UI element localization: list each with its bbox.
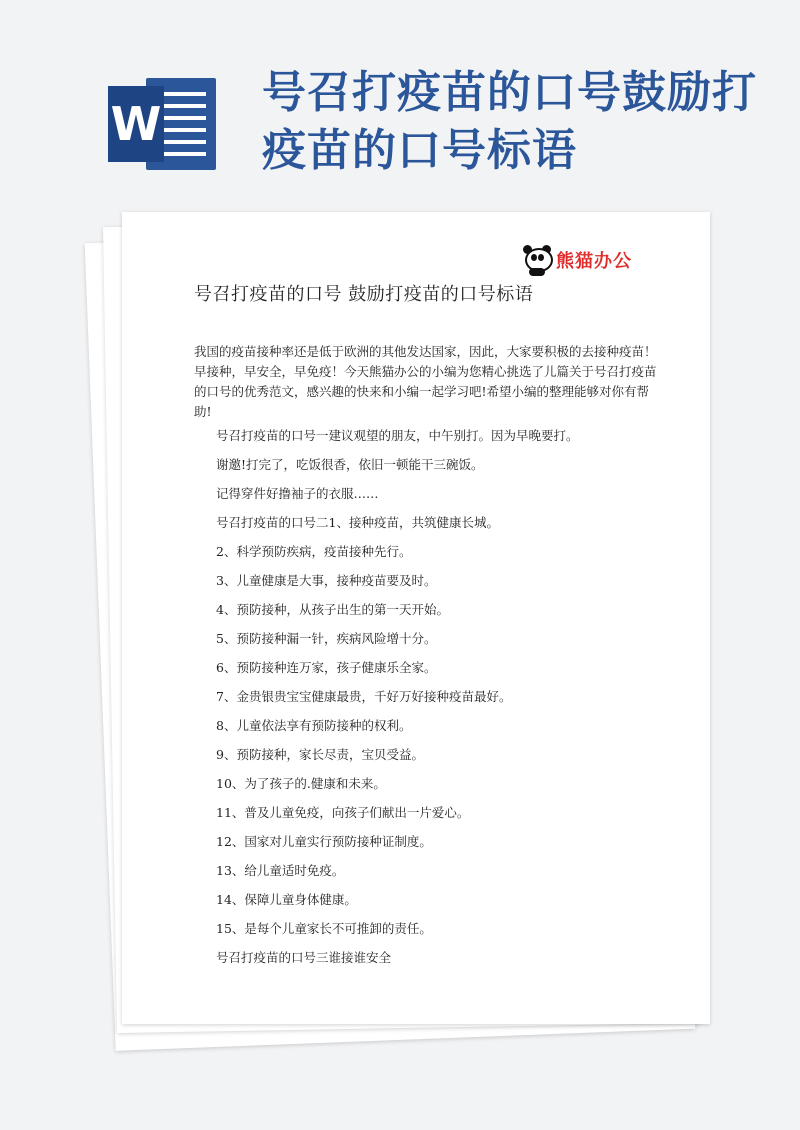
list-item: 15、是每个儿童家长不可推卸的责任。	[216, 921, 432, 936]
list-item: 2、科学预防疾病，疫苗接种先行。	[216, 544, 412, 559]
page-title: 号召打疫苗的口号鼓励打疫苗的口号标语	[262, 67, 757, 176]
list-item: 号召打疫苗的口号二1、接种疫苗，共筑健康长城。	[216, 515, 499, 530]
list-item: 4、预防接种，从孩子出生的第一天开始。	[216, 602, 449, 617]
list-item: 8、儿童依法享有预防接种的权利。	[216, 718, 412, 733]
list-item: 10、为了孩子的.健康和未来。	[216, 776, 386, 791]
brand-logo	[522, 242, 632, 278]
word-icon	[108, 78, 216, 170]
list-item: 5、预防接种漏一针，疾病风险增十分。	[216, 631, 437, 646]
brand-logo-text: 熊猫办公	[556, 251, 632, 272]
list-item: 记得穿件好撸袖子的衣服……	[216, 486, 379, 501]
list-item: 6、预防接种连万家，孩子健康乐全家。	[216, 660, 437, 675]
list-item: 谢邀!打完了，吃饭很香，依旧一顿能干三碗饭。	[216, 457, 484, 472]
list-item: 14、保障儿童身体健康。	[216, 892, 357, 907]
document-page	[122, 212, 710, 1024]
list-item: 3、儿童健康是大事，接种疫苗要及时。	[216, 573, 437, 588]
document-intro: 我国的疫苗接种率还是低于欧洲的其他发达国家，因此，大家要积极的去接种疫苗！早接种，早安全，早免疫！今天熊猫办公的小编为您精心挑选了儿篇关于号召打疫苗的口号的优秀范文，感兴趣的快来和小编一起学习吧!希望小编的整理能够对你有帮助!	[194, 344, 657, 419]
list-item: 11、普及儿童免疫，向孩子们献出一片爱心。	[216, 805, 470, 820]
panda-icon	[522, 244, 552, 276]
list-item: 13、给儿童适时免疫。	[216, 863, 345, 878]
word-letter: W	[108, 86, 164, 162]
list-item: 7、金贵银贵宝宝健康最贵，千好万好接种疫苗最好。	[216, 689, 512, 704]
list-item: 12、国家对儿童实行预防接种证制度。	[216, 834, 432, 849]
document-title: 号召打疫苗的口号 鼓励打疫苗的口号标语	[194, 284, 534, 305]
list-item: 号召打疫苗的口号一建议观望的朋友，中午别打。因为早晚要打。	[216, 428, 579, 443]
list-item: 9、预防接种，家长尽责，宝贝受益。	[216, 747, 424, 762]
list-item: 号召打疫苗的口号三谁接谁安全	[216, 950, 392, 965]
